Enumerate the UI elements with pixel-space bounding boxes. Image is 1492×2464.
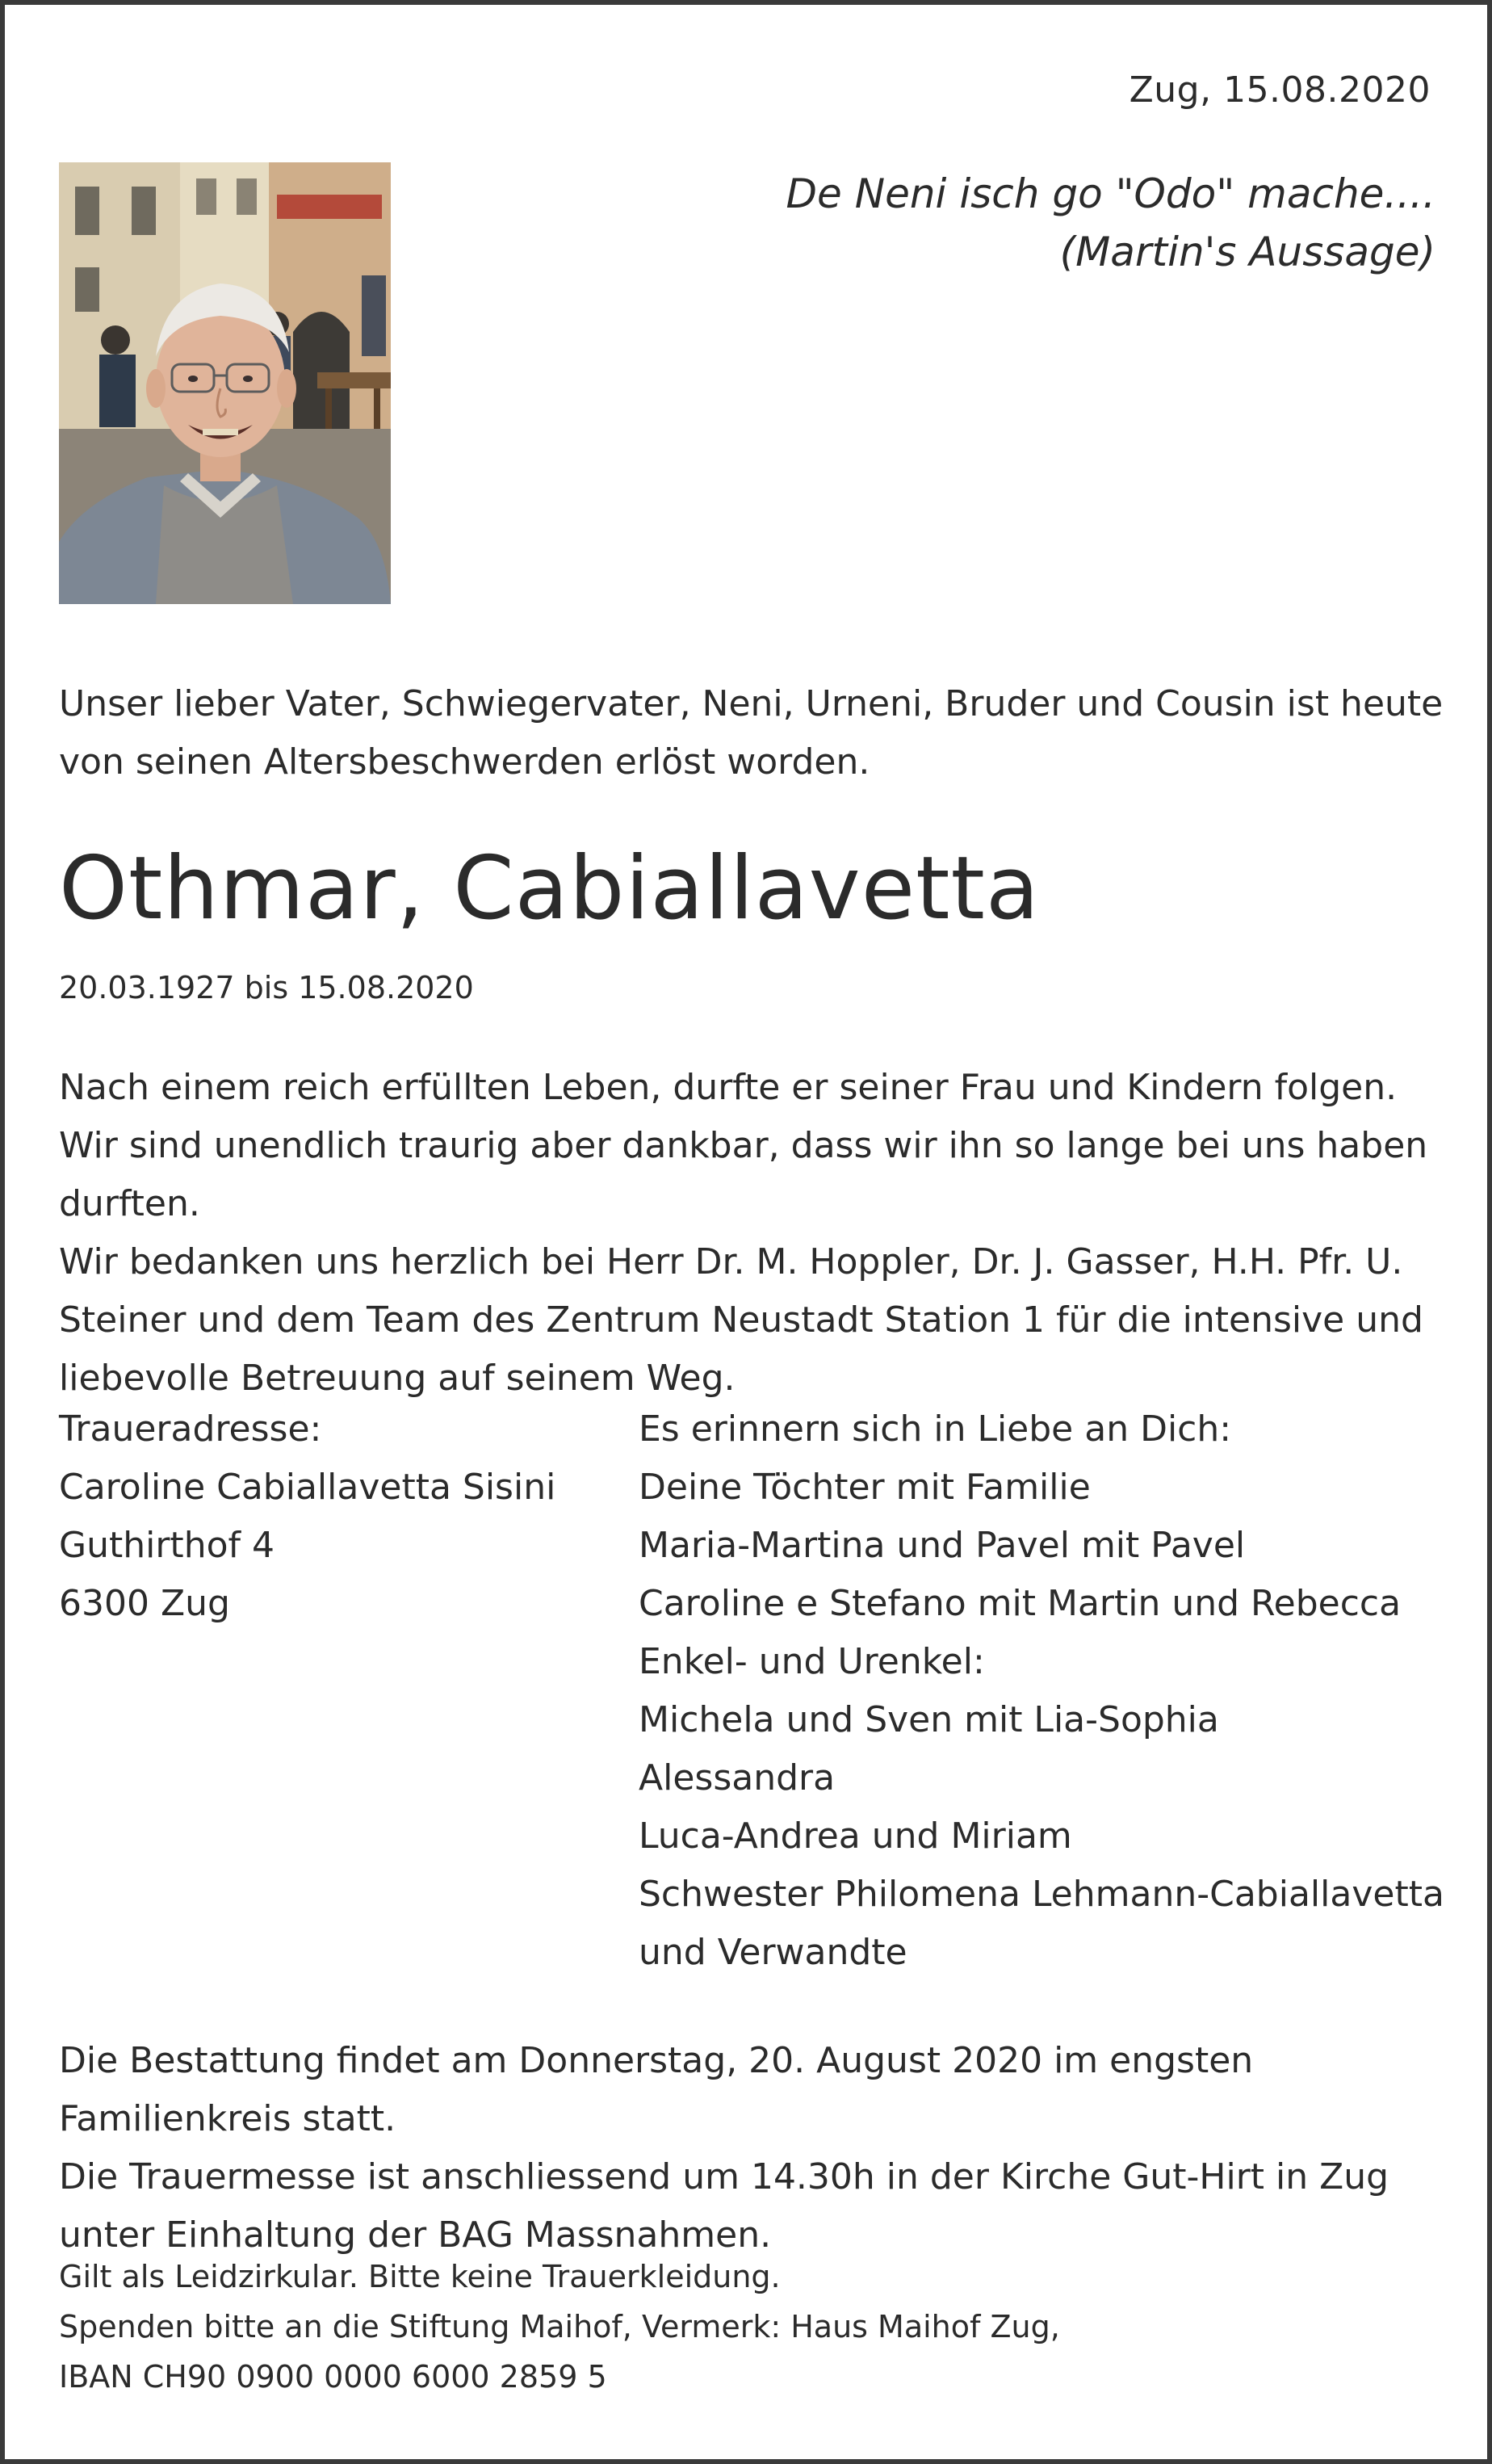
- mourners-label: Es erinnern sich in Liebe an Dich:: [639, 1408, 1232, 1450]
- thanks-paragraph: Wir bedanken uns herzlich bei Herr Dr. M. Hoppler, Dr. J. Gasser, H.H. Pfr. U. Steiner und dem Team des Zentrum Neustadt Station 1 für die intensive und liebevolle Betreuung auf seinem Weg.: [59, 1241, 1423, 1399]
- quote-attribution: (Martin's Aussage): [1059, 229, 1435, 275]
- mourner-line: Alessandra: [639, 1757, 836, 1799]
- address-line: 6300 Zug: [59, 1583, 230, 1624]
- mourner-line: Schwester Philomena Lehmann-Cabiallavetta: [639, 1874, 1444, 1915]
- footer-notes: [59, 2252, 1448, 2402]
- funeral-info: [59, 2032, 1448, 2265]
- intro-text: Unser lieber Vater, Schwiegervater, Neni, Urneni, Bruder und Cousin ist heute von seinen Altersbeschwerden erlöst worden.: [59, 683, 1444, 783]
- footer-line: Spenden bitte an die Stiftung Maihof, Vermerk: Haus Maihof Zug,: [59, 2309, 1060, 2344]
- burial-line: Die Bestattung findet am Donnerstag, 20. August 2020 im engsten Familienkreis statt.: [59, 2040, 1254, 2139]
- address-label: Traueradresse:: [59, 1408, 322, 1450]
- quote-line: De Neni isch go "Odo" mache....: [786, 170, 1435, 217]
- main-text: [59, 1059, 1448, 1408]
- portrait-photo-illustration: [59, 162, 391, 604]
- deceased-name: Othmar, Cabiallavetta: [59, 838, 1041, 939]
- mourners-list: [639, 1400, 1446, 1982]
- footer-iban: IBAN CH90 0900 0000 6000 2859 5: [59, 2359, 607, 2395]
- mourner-line: Deine Töchter mit Familie: [639, 1467, 1091, 1508]
- mourner-line: und Verwandte: [639, 1932, 907, 1973]
- mourner-line: Caroline e Stefano mit Martin und Rebecca: [639, 1583, 1402, 1624]
- main-paragraph: Nach einem reich erfüllten Leben, durfte er seiner Frau und Kindern folgen. Wir sind unendlich traurig aber dankbar, dass wir ihn so lange bei uns haben durften.: [59, 1067, 1428, 1224]
- life-dates: 20.03.1927 bis 15.08.2020: [59, 970, 474, 1005]
- place-date: Zug, 15.08.2020: [1129, 69, 1431, 111]
- mourner-line: Maria-Martina und Pavel mit Pavel: [639, 1525, 1246, 1566]
- mourning-address: [59, 1400, 608, 1633]
- footer-line: Gilt als Leidzirkular. Bitte keine Trauerkleidung.: [59, 2259, 781, 2294]
- mourner-line: Luca-Andrea und Miriam: [639, 1815, 1072, 1857]
- address-line: Caroline Cabiallavetta Sisini: [59, 1467, 556, 1508]
- mass-line: Die Trauermesse ist anschliessend um 14.30h in der Kirche Gut-Hirt in Zug unter Einhaltung der BAG Massnahmen.: [59, 2156, 1389, 2256]
- quote: [786, 165, 1435, 281]
- address-line: Guthirthof 4: [59, 1525, 275, 1566]
- portrait-photo: [59, 162, 391, 604]
- mourner-line: Enkel- und Urenkel:: [639, 1641, 985, 1682]
- mourner-line: Michela und Sven mit Lia-Sophia: [639, 1699, 1219, 1740]
